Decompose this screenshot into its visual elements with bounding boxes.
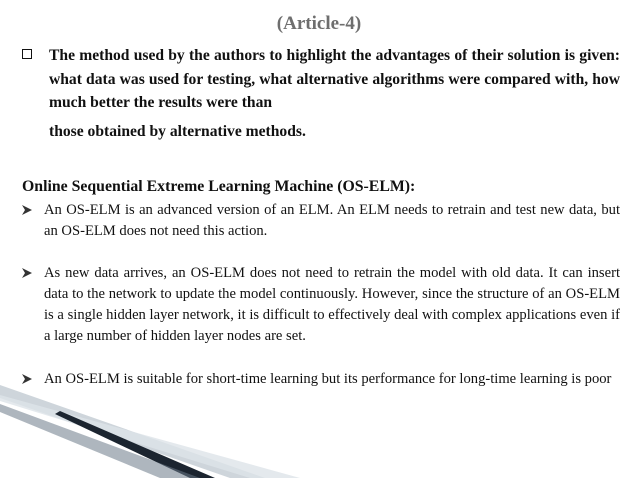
bullet-text: As new data arrives, an OS-ELM does not need to retrain the model with old data. It can insert data to the network to update the model continuously. However, since the structure of an OS-ELM is a single hidden layer network, it is difficult to effectively deal with complex applications even if a large number of hidden layer nodes are set. [44, 265, 620, 344]
bullet-text: An OS-ELM is suitable for short-time learning but its performance for long-time learning is poor [44, 371, 612, 387]
arrowhead-bullet-icon [22, 205, 32, 215]
intro-tail: those obtained by alternative methods. [49, 122, 306, 140]
intro-paragraph [22, 44, 620, 143]
arrowhead-bullet-icon [22, 374, 32, 384]
intro-text: The method used by the authors to highlight the advantages of their solution is given: what data was used for testing, what alternative algorithms were compared with, how much better the results were than [49, 47, 620, 111]
slide-title: (Article-4) [276, 13, 362, 34]
bullet-item [22, 263, 620, 347]
hollow-square-icon [22, 49, 32, 59]
section-heading: Online Sequential Extreme Learning Machine (OS-ELM): [22, 178, 416, 195]
bullet-item [22, 200, 620, 242]
bullet-item [22, 369, 620, 390]
arrowhead-bullet-icon [22, 268, 32, 278]
bullet-text: An OS-ELM is an advanced version of an ELM. An ELM needs to retrain and test new data, but an OS-ELM does not need this action. [44, 202, 620, 239]
